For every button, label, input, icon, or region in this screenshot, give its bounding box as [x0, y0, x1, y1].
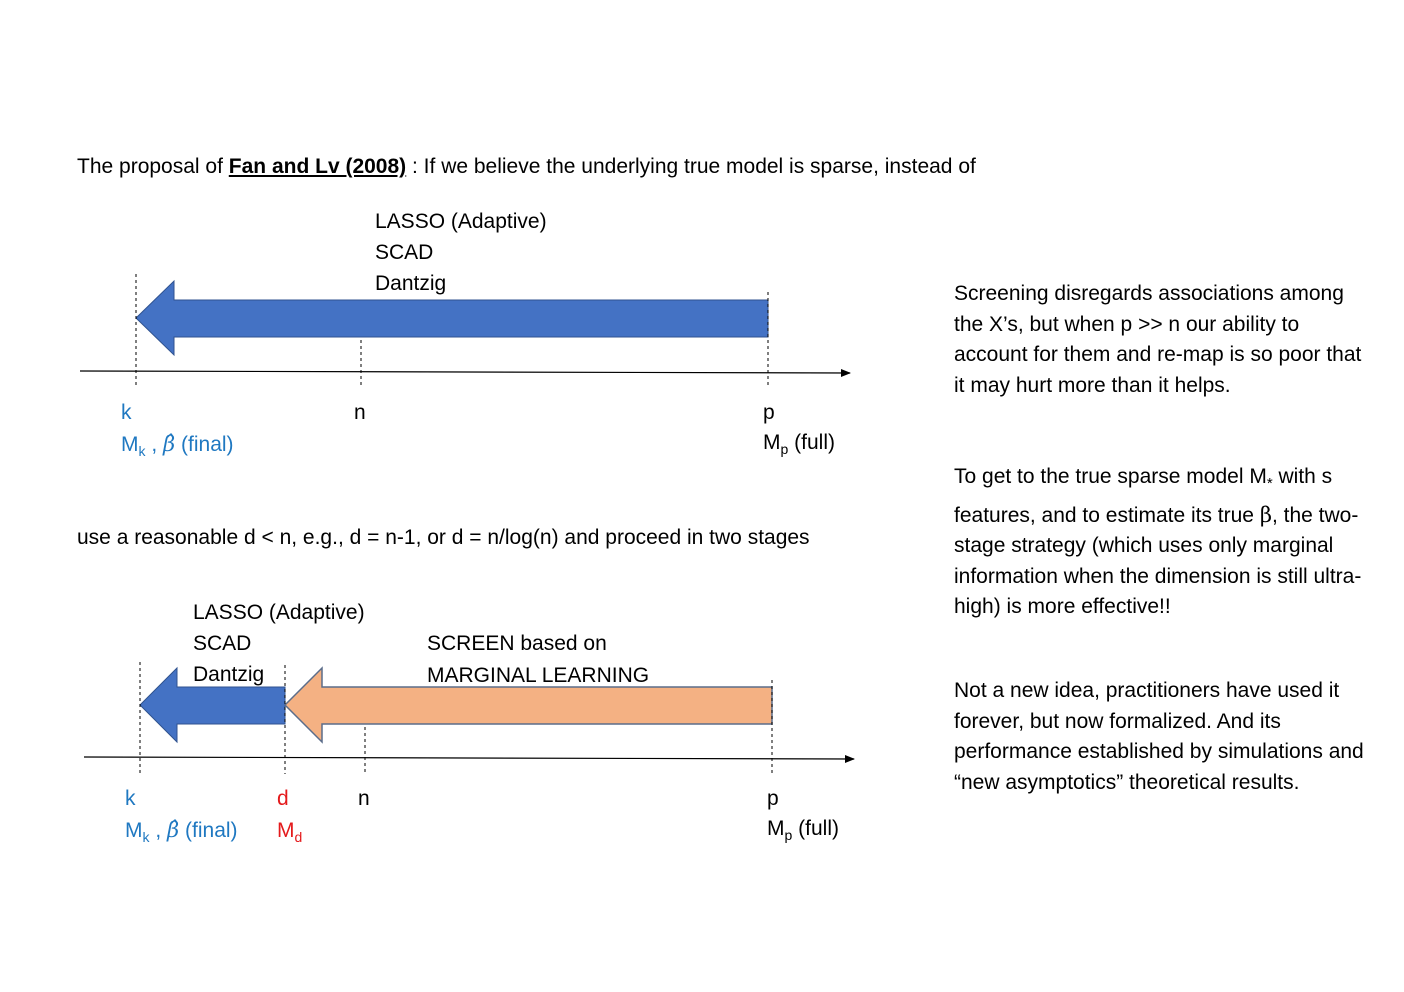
top-mp-full-label — [763, 432, 835, 456]
top-k-label: k — [121, 401, 132, 424]
bottom-mk-sub: k — [142, 829, 150, 846]
bottom-axis — [84, 757, 854, 759]
bottom-md-M: M — [277, 819, 295, 842]
right-paragraph-2 — [954, 462, 1374, 623]
bottom-method-scad: SCAD — [193, 632, 252, 655]
para2-a: To get to the true sparse model M — [954, 465, 1267, 488]
top-beta-hat: β̂ — [163, 432, 176, 456]
right-para3-text: Not a new idea, practitioners have used it forever, but now formalized. And its performance established by simulations and “new asymptotics” theoretical results. — [954, 679, 1364, 794]
screen-label-line1: SCREEN based on — [427, 632, 607, 655]
top-full: (full) — [794, 431, 835, 454]
bottom-k-label: k — [125, 787, 136, 810]
right-paragraph-3 — [954, 676, 1374, 798]
bottom-methods-list — [193, 597, 365, 690]
top-n-label: n — [354, 401, 366, 424]
bottom-md-label — [277, 820, 302, 844]
screen-label-line2: MARGINAL LEARNING — [427, 664, 650, 687]
top-methods-list — [375, 206, 547, 299]
bottom-final: (final) — [185, 819, 238, 842]
para2-star: * — [1266, 475, 1273, 493]
bottom-mp-sub: p — [784, 827, 793, 844]
bottom-mk-final-label: $M_k$ , β̂ (final) — [125, 818, 238, 846]
bottom-method-dantzig: Dantzig — [193, 663, 265, 686]
bottom-d-label: d — [277, 787, 289, 810]
right-para2-text — [954, 462, 1374, 623]
para2-b: with s features, and to estimate its true — [954, 465, 1333, 527]
bottom-mp-M: M — [767, 817, 785, 840]
bottom-beta-hat: β̂ — [167, 818, 180, 842]
bottom-mk-M: M — [125, 819, 143, 842]
top-mk-sub: k — [138, 443, 146, 460]
bottom-full: (full) — [798, 817, 839, 840]
right-para1-text: Screening disregards associations among the X’s, but when p >> n our ability to account for them and re-map is so poor that it may hurt more than it helps. — [954, 282, 1362, 397]
top-method-lasso: LASSO (Adaptive) — [375, 210, 547, 233]
top-method-scad: SCAD — [375, 241, 434, 264]
bottom-mp-full-label — [767, 818, 839, 842]
screen-label — [427, 628, 649, 692]
bottom-n-label: n — [358, 787, 370, 810]
title-prefix: The proposal of — [77, 155, 223, 178]
top-axis — [80, 371, 850, 373]
top-final: (final) — [181, 433, 234, 456]
bottom-method-lasso: LASSO (Adaptive) — [193, 601, 365, 624]
top-mp-sub: p — [780, 441, 789, 458]
reference-link[interactable]: Fan and Lv (2008) — [228, 155, 407, 178]
top-mp-M: M — [763, 431, 781, 454]
top-mk-final-label: $M_k$ , β̂ (final) — [121, 432, 234, 460]
right-paragraph-1 — [954, 279, 1374, 401]
bottom-p-label: p — [767, 787, 779, 810]
middle-text: use a reasonable d < n, e.g., d = n-1, or d = n/log(n) and proceed in two stages — [77, 526, 810, 549]
top-p-label: p — [763, 401, 775, 424]
para2-beta: β — [1259, 502, 1272, 527]
para2-c: , the two-stage strategy (which uses only marginal information when the dimension is still ultra-high) is more effective!! — [954, 503, 1362, 619]
bottom-md-sub: d — [294, 829, 303, 846]
top-method-dantzig: Dantzig — [375, 272, 447, 295]
top-mk-M: M — [121, 433, 139, 456]
title-suffix: : If we believe the underlying true model is sparse, instead of — [412, 155, 976, 178]
